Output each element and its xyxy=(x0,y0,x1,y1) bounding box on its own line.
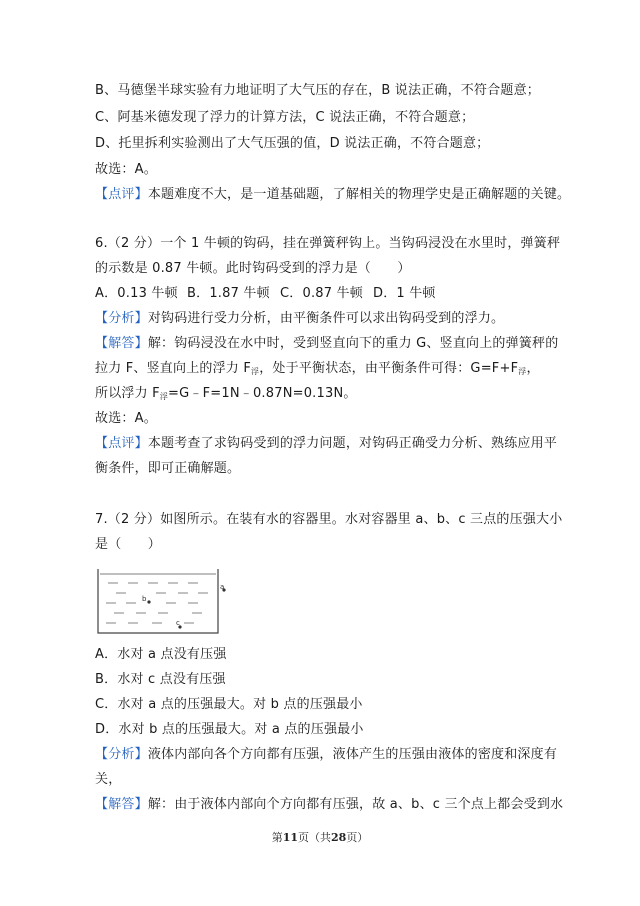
answer-text: 拉力 F、竖直向上的浮力 F xyxy=(95,361,252,376)
answer-text: 解：由于液体内部向个方向都有压强，故 a、b、c 三个点上都会受到水 xyxy=(147,797,564,812)
q7-choice-b: B．水对 c 点没有压强 xyxy=(95,672,226,687)
q6-choice-b: B．1.87 牛顿 xyxy=(187,286,270,301)
subscript: 浮 xyxy=(159,392,169,401)
q6-choice-c: C．0.87 牛顿 xyxy=(280,286,363,301)
q6-stem-line1: 6.（2 分）一个 1 牛顿的钩码，挂在弹簧秤钩上。当钩码浸没在水里时，弹簧秤 xyxy=(95,236,561,251)
q6-analysis-line xyxy=(95,311,504,327)
review-line xyxy=(95,187,570,203)
q7-choice-c: C．水对 a 点的压强最大。对 b 点的压强最小 xyxy=(95,697,363,712)
q7-stem-line1: 7.（2 分）如图所示。在装有水的容器里。水对容器里 a、b、c 三点的压强大小 xyxy=(95,512,563,527)
q6-review-line2: 衡条件，即可正确解题。 xyxy=(95,461,241,476)
answer-tag: 【解答】 xyxy=(95,336,148,351)
water-dashes xyxy=(106,583,208,623)
water-container-figure xyxy=(96,563,232,635)
q7-analysis-line2: 关， xyxy=(95,772,122,787)
q7-analysis-line1 xyxy=(95,747,557,763)
analysis-tag: 【分析】 xyxy=(95,311,148,326)
analysis-tag: 【分析】 xyxy=(95,747,148,762)
q7-answer-line1 xyxy=(95,797,563,813)
q6-choice-d: D．1 牛顿 xyxy=(373,286,436,301)
analysis-text: 对钩码进行受力分析，由平衡条件可以求出钩码受到的浮力。 xyxy=(147,311,505,326)
answer-text: =G﹣F=1N﹣0.87N=0.13N。 xyxy=(168,386,357,401)
q6-stem-line2: 的示数是 0.87 牛顿。此时钩码受到的浮力是（ ） xyxy=(95,261,411,276)
q6-review-line1 xyxy=(95,436,557,452)
point-b-label: b xyxy=(142,595,147,603)
footer-text: 第 xyxy=(271,831,283,844)
subscript: 浮 xyxy=(518,367,527,376)
answer-text: ，处于平衡状态，由平衡条件可得：G=F+F xyxy=(259,361,519,376)
q6-choose: 故选：A。 xyxy=(95,411,157,426)
total-pages: 28 xyxy=(331,831,347,844)
point-c-label: c xyxy=(176,619,180,627)
answer-text: ， xyxy=(526,361,540,376)
review-tag: 【点评】 xyxy=(95,187,148,202)
q6-choices xyxy=(95,286,436,302)
text-line: 故选：A。 xyxy=(95,162,157,177)
footer-text: 页） xyxy=(346,831,369,844)
answer-tag: 【解答】 xyxy=(95,797,148,812)
answer-text: 所以浮力 F xyxy=(95,386,160,401)
review-text: 本题难度不大，是一道基础题，了解相关的物理学史是正确解题的关键。 xyxy=(147,187,571,202)
text-line: D、托里拆利实验测出了大气压强的值，D 说法正确，不符合题意； xyxy=(95,136,490,151)
review-text: 本题考查了求钩码受到的浮力问题，对钩码正确受力分析、熟练应用平 xyxy=(147,436,558,451)
text-line: B、马德堡半球实验有力地证明了大气压的存在，B 说法正确，不符合题意； xyxy=(95,83,540,98)
q7-choice-a: A．水对 a 点没有压强 xyxy=(95,647,227,662)
review-tag: 【点评】 xyxy=(95,436,148,451)
container-outline xyxy=(98,569,218,633)
page-number: 11 xyxy=(282,831,298,844)
point-b-dot xyxy=(147,600,150,603)
q6-choice-a: A．0.13 牛顿 xyxy=(95,286,178,301)
text-line: C、阿基米德发现了浮力的计算方法，C 说法正确，不符合题意； xyxy=(95,110,475,125)
answer-text: 解：钩码浸没在水中时，受到竖直向下的重力 G、竖直向上的弹簧秤的 xyxy=(147,336,559,351)
page-footer xyxy=(0,829,640,845)
q7-choice-d: D．水对 b 点的压强最大。对 a 点的压强最小 xyxy=(95,722,364,737)
q7-stem-line2: 是（ ） xyxy=(95,537,162,552)
q6-answer-line2 xyxy=(95,361,540,380)
point-a-label: a xyxy=(220,583,225,591)
q6-answer-line3 xyxy=(95,386,357,405)
analysis-text: 液体内部向各个方向都有压强，液体产生的压强由液体的密度和深度有 xyxy=(147,747,558,762)
q6-answer-line1 xyxy=(95,336,558,352)
subscript: 浮 xyxy=(251,367,260,376)
footer-text: 页（共 xyxy=(298,831,331,844)
